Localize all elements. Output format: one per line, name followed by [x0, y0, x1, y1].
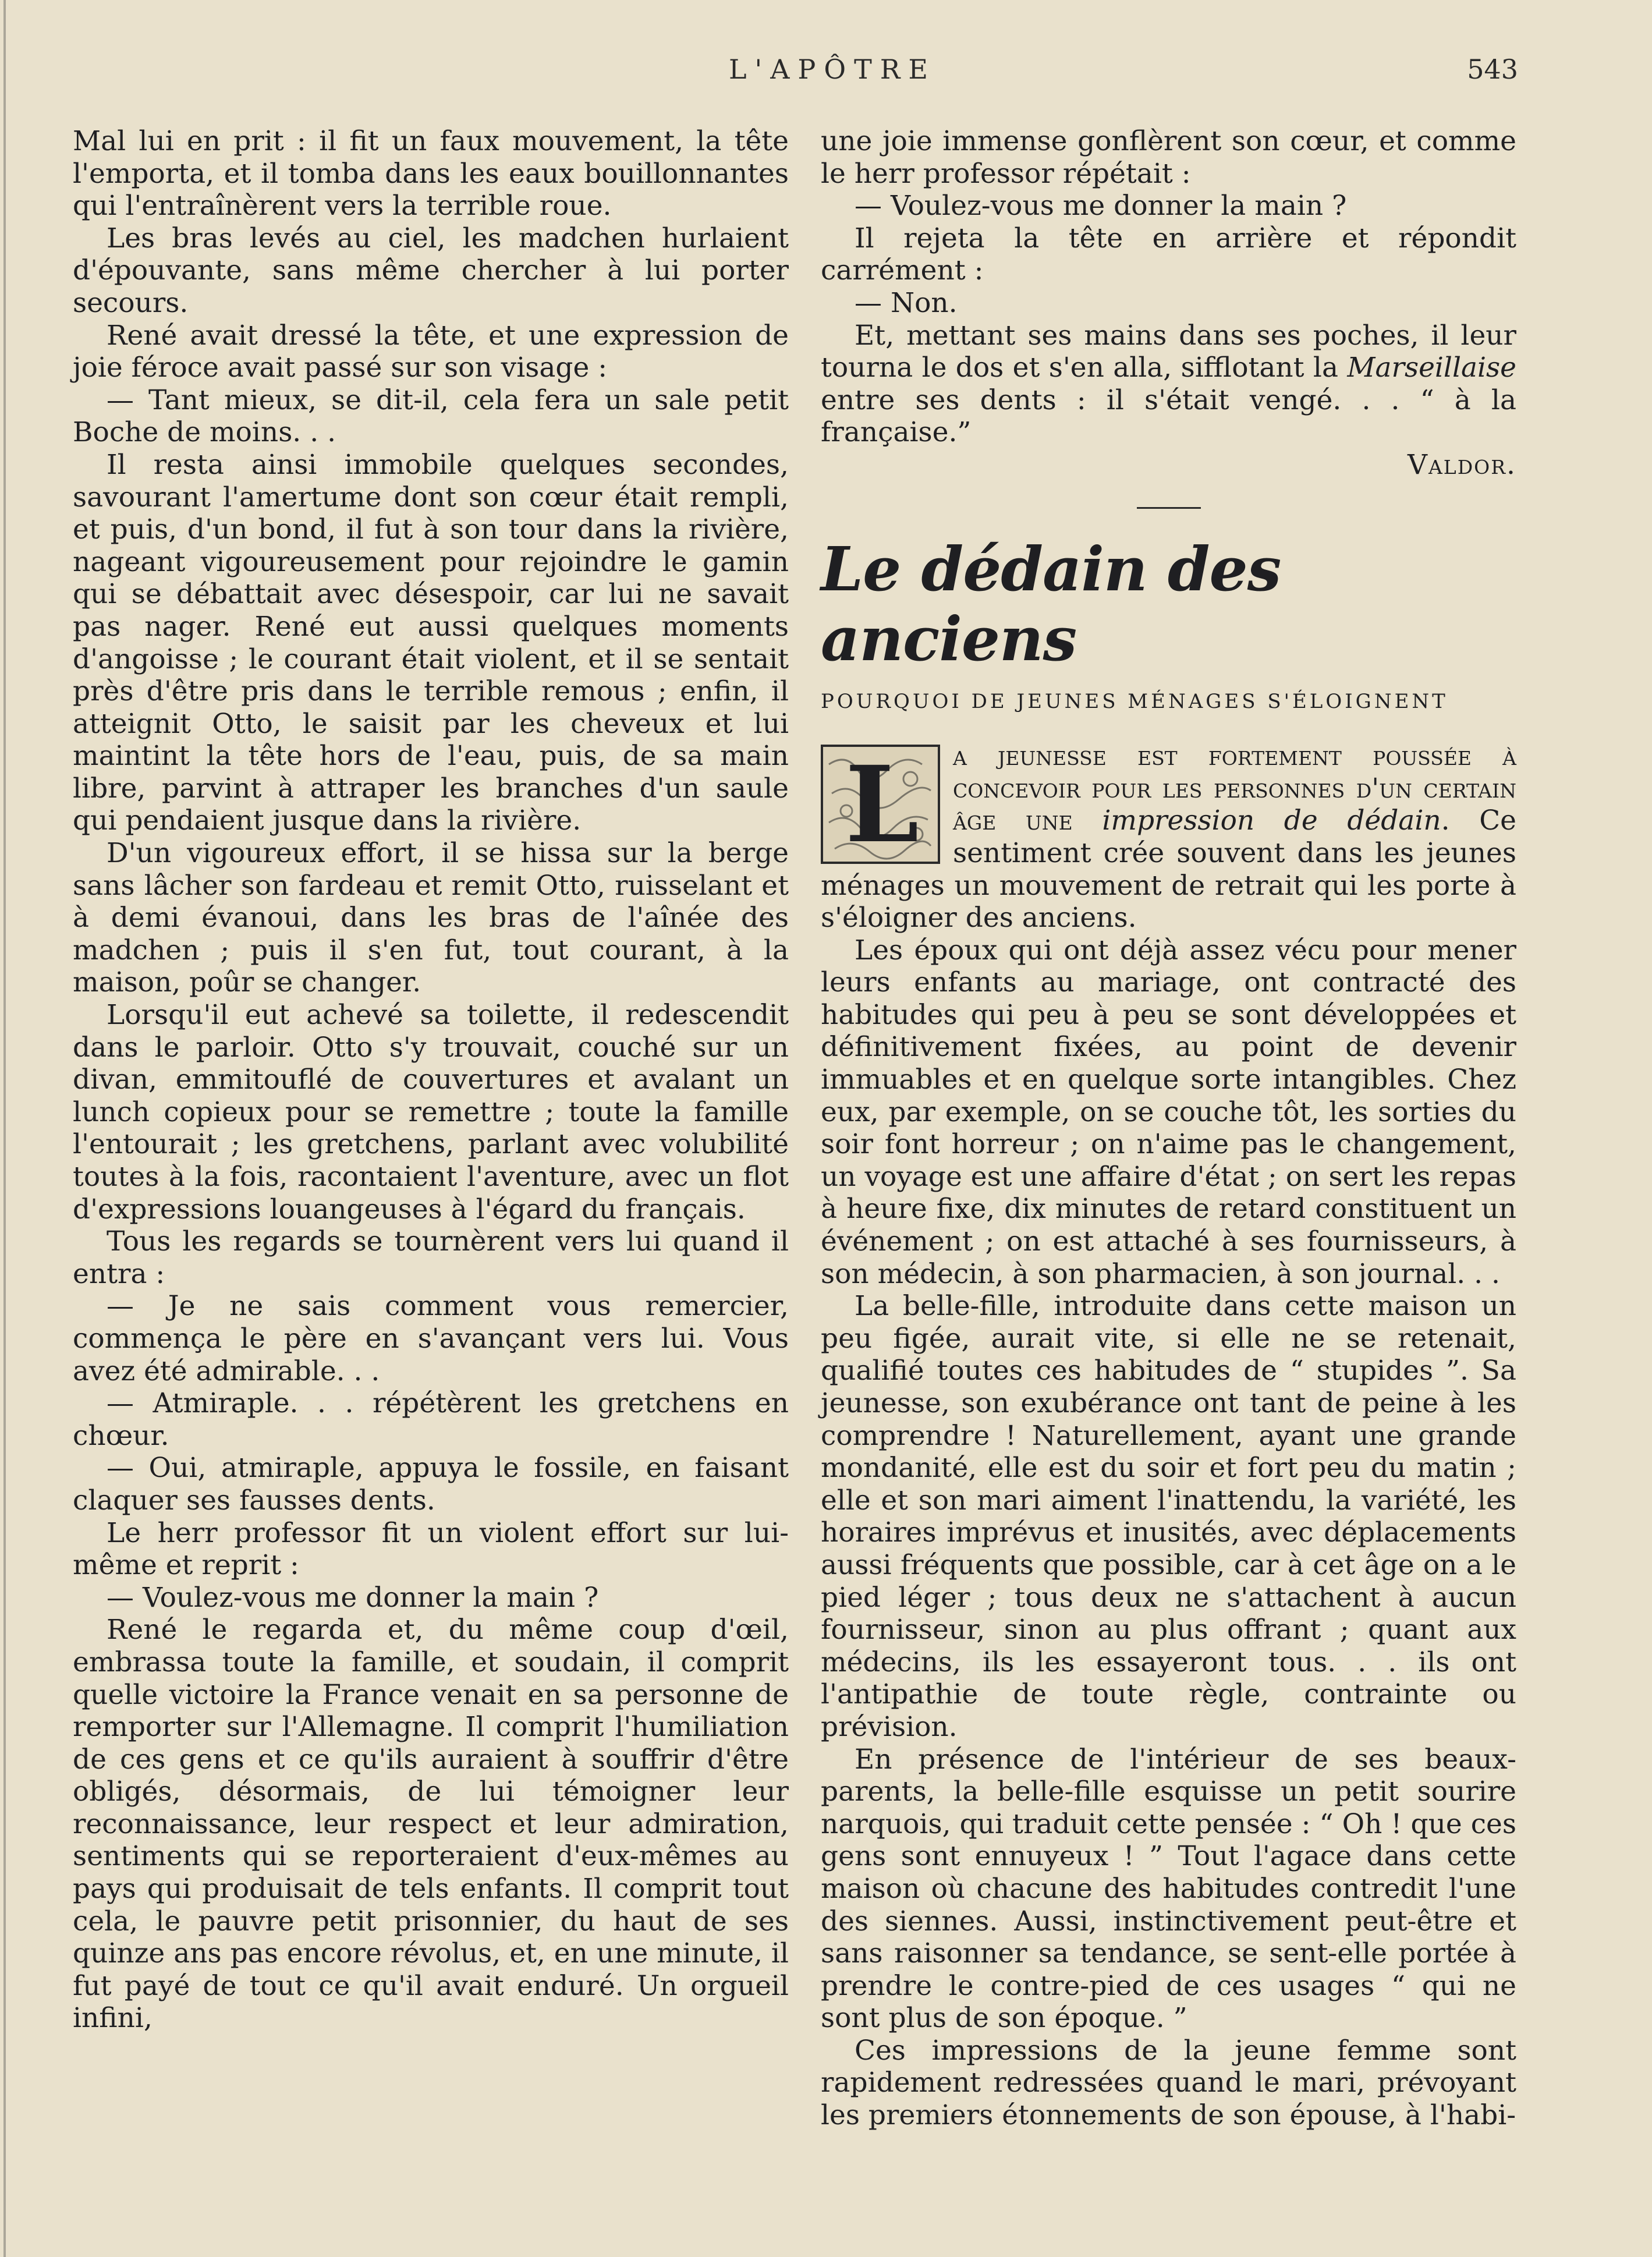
text-run: Et, mettant ses mains dans ses poches, il leur tourna le dos et s'en alla, sifflotant la — [821, 319, 1516, 384]
paragraph: Lorsqu'il eut achevé sa toilette, il redescendit dans le parloir. Otto s'y trouvait, couché sur un divan, emmitouflé de couvertures et avalant un lunch copieux pour se remettre ; toute la famille l'entourait ; les gretchens, parlant avec volubilité toutes à la fois, racontaient l'aventure, avec un flot d'expressions louangeuses à l'égard du français. — [73, 999, 789, 1225]
paragraph: Les bras levés au ciel, les madchen hurlaient d'épouvante, sans même chercher à lui porter secours. — [73, 222, 789, 319]
paragraph: Il rejeta la tête en arrière et répondit carrément : — [821, 222, 1516, 287]
dialogue-line: — Tant mieux, se dit-il, cela fera un sale petit Boche de moins. . . — [73, 384, 789, 449]
running-head: L'APÔTRE — [729, 54, 936, 85]
dialogue-line: — Atmiraple. . . répétèrent les gretchens en chœur. — [73, 1387, 789, 1452]
paragraph: Ces impressions de la jeune femme sont rapidement redressées quand le mari, prévoyant les premiers étonnements de son épouse, à l'habi- — [821, 2034, 1516, 2132]
paragraph: Il resta ainsi immobile quelques secondes, savourant l'amertume dont son cœur était rempli, et puis, d'un bond, il fut à son tour dans la rivière, nageant vigoureusement pour rejoindre le gamin qui se débattait avec désespoir, car lui ne savait pas nager. René eut aussi quelques moments d'angoisse ; le courant était violent, et il se sentait près d'être pris dans le terrible remous ; enfin, il atteignit Otto, le saisit par les cheveux et lui maintint la tête hors de l'eau, puis, de sa main libre, parvint à attraper les branches d'un saule qui pendaient jusque dans la rivière. — [73, 448, 789, 837]
text-run: . Ce sentiment crée souvent dans les jeunes ménages un mouvement de retrait qui les porte à s'éloigner des anciens. — [821, 805, 1516, 934]
paragraph — [821, 320, 1516, 449]
page-number: 543 — [1467, 54, 1518, 85]
dialogue-line: — Oui, atmiraple, appuya le fossile, en faisant claquer ses fausses dents. — [73, 1452, 789, 1517]
author-signature: Valdor. — [1408, 448, 1516, 481]
text-run: entre ses dents : il s'était vengé. . . “ à la française.” — [821, 384, 1516, 449]
italic-phrase: impression de dédain — [1102, 805, 1441, 837]
paragraph: Mal lui en prit : il fit un faux mouvement, la tête l'emporta, et il tomba dans les eaux bouillonnantes qui l'entraînèrent vers la terrible roue. — [73, 125, 789, 222]
paragraph: Les époux qui ont déjà assez vécu pour mener leurs enfants au mariage, ont contracté des habitudes qui peu à peu se sont développées et définitivement fixées, au point de devenir immuables et en quelque sorte intangibles. Chez eux, par exemple, on se couche tôt, les sorties du soir font horreur ; on n'aime pas le changement, un voyage est une affaire d'état ; on sert les repas à heure fixe, dix minutes de retard constituent un événement ; on est attaché à ses fournisseurs, à son médecin, à son pharmacien, à son journal. . . — [821, 934, 1516, 1290]
paragraph: une joie immense gonflèrent son cœur, et comme le herr professor répétait : — [821, 125, 1516, 190]
dialogue-line: — Voulez-vous me donner la main ? — [107, 1581, 599, 1614]
paragraph: Tous les regards se tournèrent vers lui quand il entra : — [73, 1225, 789, 1290]
right-column — [821, 125, 1516, 2132]
article-title: Le dédain des anciens — [821, 533, 1281, 675]
binding-edge — [3, 0, 6, 2257]
dialogue-line: — Non. — [855, 286, 958, 319]
dialogue-line: — Je ne sais comment vous remercier, commença le père en s'avançant vers lui. Vous avez été admirable. . . — [73, 1290, 789, 1387]
paragraph: La belle-fille, introduite dans cette maison un peu figée, aurait vite, si elle ne se retenait, qualifié toutes ces habitudes de “ stupides ”. Sa jeunesse, son exubérance ont tant de peine à les comprendre ! Naturellement, ayant une grande mondanité, elle est du soir et fort peu du matin ; elle et son mari aiment l'inattendu, la variété, les horaires imprévus et inusités, avec déplacements aussi fréquents que possible, car à cet âge on a le pied léger ; tous deux ne s'attachent à aucun fournisseur, sinon au plus offrant ; quant aux médecins, ils les essayeront tous. . . ils ont l'antipathie de toute règle, contrainte ou prévision. — [821, 1290, 1516, 1743]
italic-title: Marseillaise — [1347, 352, 1516, 384]
ornamental-dropcap — [821, 743, 940, 867]
article-subtitle: POURQUOI DE JEUNES MÉNAGES S'ÉLOIGNENT — [821, 689, 1448, 713]
paragraph: En présence de l'intérieur de ses beaux-parents, la belle-fille esquisse un petit sourire narquois, qui traduit cette pensée : “ Oh ! que ces gens sont ennuyeux ! ” Tout l'agace dans cette maison où chacune des habitudes contredit l'une des siennes. Aussi, instinctivement peut-être et sans raisonner sa tendance, se sent-elle portée à prendre le contre-pied de ces usages “ qui ne sont plus de son époque. ” — [821, 1743, 1516, 2035]
text-run: a jeunesse est fortement poussée à concevoir pour les personnes d'un certain âge une — [953, 740, 1516, 837]
dialogue-line: — Voulez-vous me donner la main ? — [855, 190, 1347, 222]
left-column — [73, 125, 789, 2035]
paragraph: D'un vigoureux effort, il se hissa sur la berge sans lâcher son fardeau et remit Otto, ruisselant et à demi évanoui, dans les bras de l'aînée des madchen ; puis il s'en fut, tout courant, à la maison, poûr se changer. — [73, 837, 789, 999]
lead-paragraph-block — [821, 740, 1516, 934]
section-divider — [1137, 507, 1201, 509]
paragraph: Le herr professor fit un violent effort sur lui-même et reprit : — [73, 1517, 789, 1582]
paragraph: René le regarda et, du même coup d'œil, embrassa toute la famille, et soudain, il comprit quelle victoire la France venait en sa personne de remporter sur l'Allemagne. Il comprit l'humiliation de ces gens et ce qu'ils auraient à souffrir d'être obligés, désormais, de lui témoigner leur reconnaissance, leur respect et leur admiration, sentiments qui se reporteraient d'eux-mêmes au pays qui produisait de tels enfants. Il comprit tout cela, le pauvre petit prisonnier, du haut de ses quinze ans pas encore révolus, et, en une minute, il fut payé de tout ce qu'il avait enduré. Un orgueil infini, — [73, 1614, 789, 2035]
paragraph: René avait dressé la tête, et une expression de joie féroce avait passé sur son visage : — [73, 319, 789, 384]
dropcap-letter: L — [845, 743, 919, 867]
